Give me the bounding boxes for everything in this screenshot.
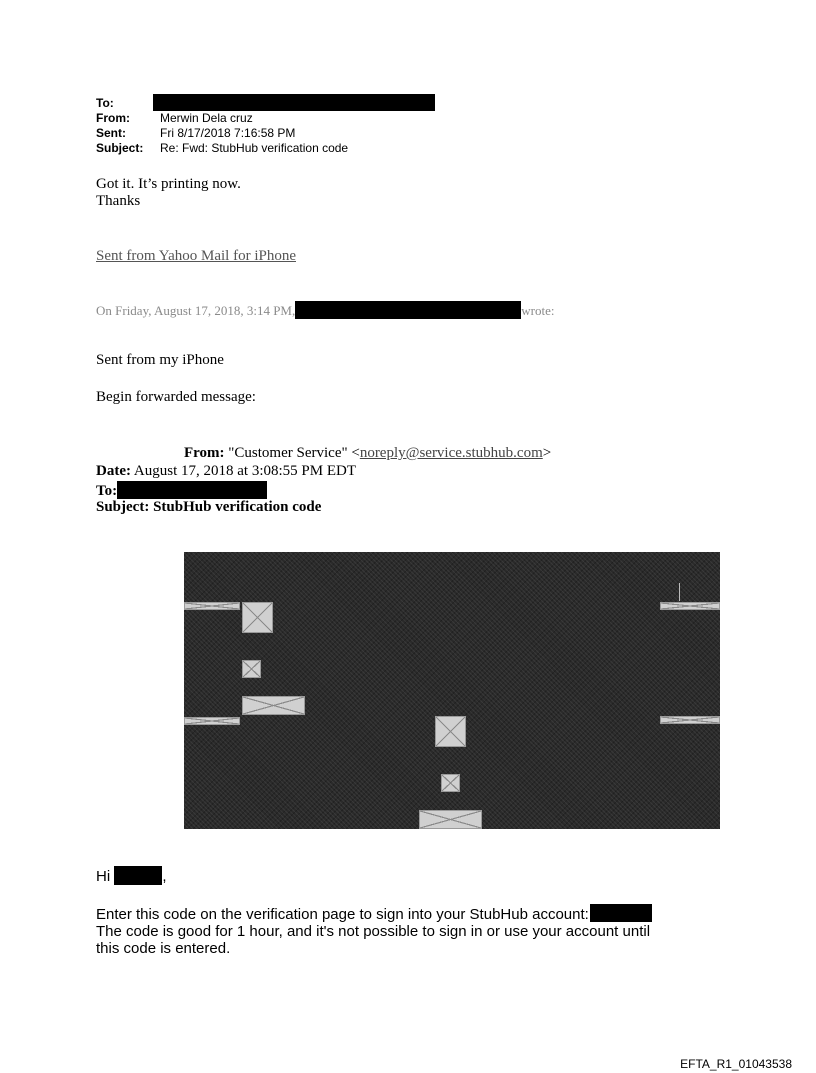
to-label: To: [96,96,114,110]
subject-label: Subject: [96,141,144,155]
redacted-recipient [153,94,435,111]
quote-intro-prefix: On Friday, August 17, 2018, 3:14 PM, [96,303,296,318]
broken-image-icon [242,660,261,678]
forwarded-from-label: From: [184,445,225,461]
sent-value: Fri 8/17/2018 7:16:58 PM [160,126,296,140]
from-value: Merwin Dela cruz [160,111,253,125]
broken-image-icon [660,602,720,610]
reply-line-2: Thanks [96,193,141,209]
quote-intro [96,301,554,319]
redacted-forward-recipient [117,481,267,499]
subject-value: Re: Fwd: StubHub verification code [160,141,349,155]
sent-label: Sent: [96,126,126,140]
quote-intro-suffix: wrote: [521,303,555,318]
forwarded-subject-label: Subject: [96,499,150,515]
forwarded-subject [96,499,321,516]
forwarded-date [96,463,356,480]
forwarded-from [184,445,551,462]
validity-line-1: The code is good for 1 hour, and it's not possible to sign in or use your account until [96,923,651,940]
code-line-text: Enter this code on the verification page to sign into your StubHub account: [96,906,589,923]
email-image-block [184,552,720,829]
greeting-comma: , [162,868,167,885]
forwarded-to-label: To: [96,483,118,499]
broken-image-icon [419,810,482,829]
code-line [96,904,736,923]
broken-image-icon [242,602,273,633]
broken-image-icon [435,716,466,747]
forwarded-from-close: > [542,445,552,461]
yahoo-mail-signature-link[interactable]: Sent from Yahoo Mail for iPhone [96,248,296,264]
divider-mark [679,583,680,601]
broken-image-icon [242,696,305,715]
redacted-verification-code [590,904,652,922]
reply-line-1: Got it. It’s printing now. [96,176,241,192]
redacted-sender [295,301,521,319]
broken-image-icon [660,716,720,724]
from-label: From: [96,111,130,125]
forwarded-subject-value: StubHub verification code [153,499,322,515]
forwarded-to [96,481,267,500]
forwarded-date-label: Date: [96,463,131,479]
begin-forwarded: Begin forwarded message: [96,389,256,405]
broken-image-icon [184,602,240,610]
forwarded-from-email[interactable]: noreply@service.stubhub.com [359,445,543,461]
broken-image-icon [184,717,240,725]
code-instructions [96,904,736,957]
validity-line-2: this code is entered. [96,940,231,957]
document-id: EFTA_R1_01043538 [680,1057,792,1071]
sent-from-iphone: Sent from my iPhone [96,352,224,368]
forwarded-date-value: August 17, 2018 at 3:08:55 PM EDT [133,463,357,479]
greeting: Hi [96,868,111,885]
forwarded-from-name: "Customer Service" < [228,445,360,461]
broken-image-icon [441,774,460,792]
greeting-line [96,866,167,885]
redacted-name [114,866,162,885]
